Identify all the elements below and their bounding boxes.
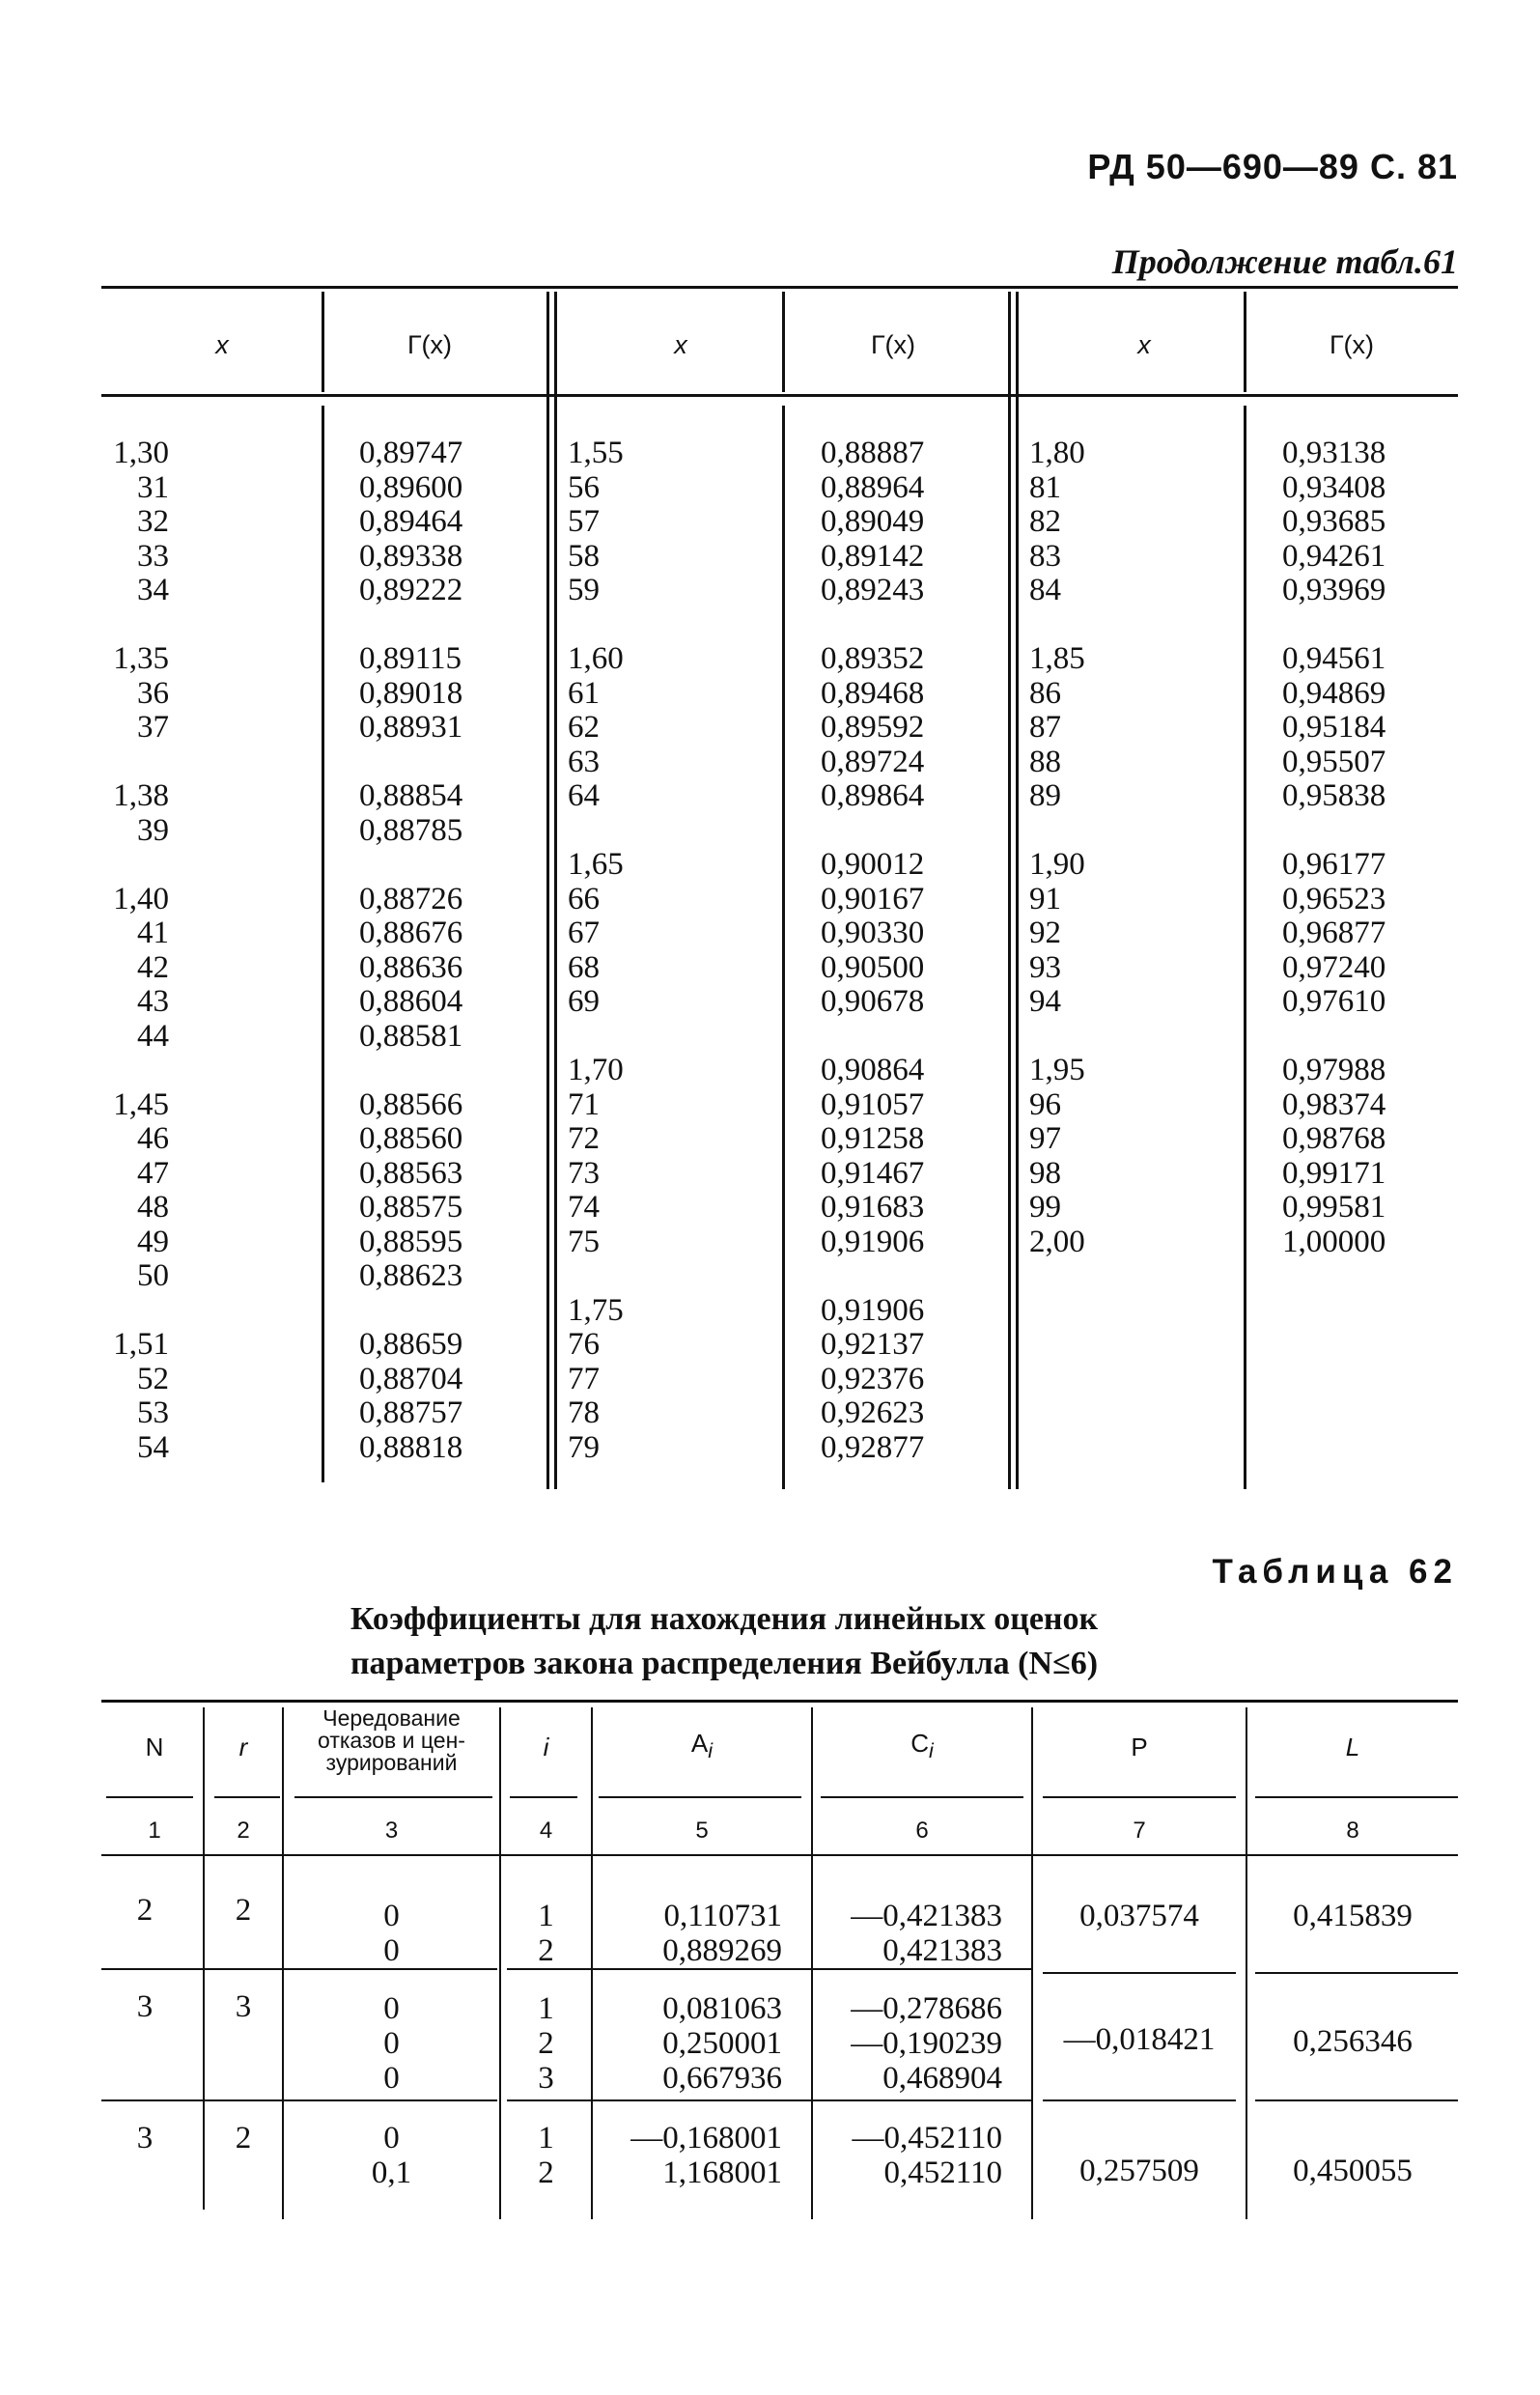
- cell-r: 2: [235, 1893, 252, 1928]
- header-gamma-3: Г(x): [1329, 330, 1375, 359]
- gamma-values-column-2: 0,88887 0,88964 0,89049 0,89142 0,89243 0,89352 0,89468 0,89592 0,89724 0,89864 0,90012 0,90167 0,90330 0,90500 0,90678 0,90864 0,91057 0,91258 0,91467 0,91683 0,91906 0,91906 0,92137 0,92376 0,92623 0,92877: [821, 436, 925, 1465]
- x-values-column-2: 1,55 56 57 58 59 1,60 61 62 63 64 1,65 66 67 68 69 1,70 71 72 73 74 75 1,75 76 77 78 79: [568, 436, 624, 1465]
- row-separator: [1255, 2099, 1458, 2101]
- header-rule: [510, 1796, 577, 1798]
- row-separator: [1043, 2099, 1236, 2101]
- continuation-label: Продолжение табл.61: [1111, 242, 1458, 281]
- header-rule: [1043, 1796, 1236, 1798]
- cell-r: 2: [235, 2121, 252, 2156]
- header-P: P: [1131, 1733, 1148, 1761]
- row-separator: [280, 1968, 497, 1970]
- table-62-caption-line-2: параметров закона распределения Вейбулла (N≤6): [350, 1646, 1099, 1681]
- cell-A: 0,081063 0,250001 0,667936: [662, 1991, 782, 2096]
- column-divider: [554, 292, 557, 1489]
- row-separator: [101, 1968, 280, 1970]
- cell-i: 1 2: [538, 2121, 554, 2190]
- header-rule: [214, 1796, 280, 1798]
- row-separator: [1043, 1972, 1236, 1974]
- column-divider: [322, 406, 324, 1482]
- header-rule: [821, 1796, 1023, 1798]
- cell-order: 0 0 0: [383, 1991, 400, 2096]
- cell-C: —0,278686 —0,190239 0,468904: [851, 1991, 1002, 2096]
- table-62-caption-line-1: Коэффициенты для нахождения линейных оценок: [350, 1601, 1099, 1637]
- cell-r: 3: [235, 1989, 252, 2024]
- header-gamma-1: Г(x): [406, 330, 453, 359]
- column-divider: [1008, 292, 1011, 1489]
- page-reference: РД 50—690—89 С. 81: [1087, 147, 1458, 186]
- header-C: $C_i$: [910, 1729, 934, 1763]
- column-divider: [1016, 292, 1019, 1489]
- cell-A: 0,110731 0,889269: [662, 1899, 782, 1968]
- cell-N: 3: [136, 1989, 154, 2024]
- col-number: 1: [148, 1817, 161, 1844]
- column-divider: [782, 406, 785, 1489]
- cell-L: 0,415839: [1293, 1899, 1413, 1933]
- header-rule: [106, 1796, 193, 1798]
- header-L: L: [1345, 1733, 1360, 1761]
- col-number: 2: [237, 1817, 250, 1844]
- row-separator: [507, 2099, 1033, 2101]
- column-divider: [322, 292, 324, 392]
- numbers-rule: [101, 1854, 1458, 1856]
- header-x-1: x: [215, 330, 229, 359]
- cell-P: 0,257509: [1079, 2154, 1199, 2188]
- cell-L: 0,450055: [1293, 2154, 1413, 2188]
- col-number: 5: [695, 1817, 709, 1844]
- row-separator: [507, 1968, 1033, 1970]
- column-divider: [782, 292, 785, 392]
- col-number: 8: [1346, 1817, 1359, 1844]
- cell-order: 0 0: [383, 1899, 400, 1968]
- column-divider: [1246, 1707, 1247, 2219]
- cell-C: —0,452110 0,452110: [852, 2121, 1002, 2190]
- row-separator: [101, 2099, 280, 2101]
- header-rule: [1255, 1796, 1458, 1798]
- row-separator: [280, 2099, 497, 2101]
- header-x-2: x: [674, 330, 687, 359]
- header-i: i: [543, 1733, 549, 1761]
- cell-P: —0,018421: [1063, 2022, 1216, 2057]
- header-rule: [294, 1796, 492, 1798]
- cell-order: 0 0,1: [371, 2121, 412, 2190]
- col-number: 6: [915, 1817, 929, 1844]
- header-r: r: [238, 1733, 248, 1761]
- header-gamma-2: Г(x): [870, 330, 916, 359]
- header-x-3: x: [1137, 330, 1151, 359]
- cell-A: —0,168001 1,168001: [630, 2121, 782, 2190]
- column-divider: [546, 292, 549, 1489]
- row-separator: [1255, 1972, 1458, 1974]
- column-divider: [1244, 406, 1246, 1489]
- cell-C: —0,421383 0,421383: [851, 1899, 1002, 1968]
- gamma-values-column-1: 0,89747 0,89600 0,89464 0,89338 0,89222 0,89115 0,89018 0,88931 0,88854 0,88785 0,88726 0,88676 0,88636 0,88604 0,88581 0,88566 0,88560 0,88563 0,88575 0,88595 0,88623 0,88659 0,88704 0,88757 0,88818: [359, 436, 463, 1465]
- cell-P: 0,037574: [1079, 1899, 1199, 1933]
- column-divider: [1244, 292, 1246, 392]
- col-number: 3: [384, 1817, 399, 1844]
- table-top-rule: [101, 1700, 1458, 1703]
- x-values-column-1: 1,30 31 32 33 34 1,35 36 37 1,38 39 1,40 41 42 43 44 1,45 46 47 48 49 50 1,51 52 53 54: [113, 436, 169, 1465]
- table-top-rule: [101, 286, 1458, 289]
- header-A: $A_i$: [690, 1729, 714, 1763]
- col-number: 4: [539, 1817, 553, 1844]
- x-values-column-3: 1,80 81 82 83 84 1,85 86 87 88 89 1,90 91 92 93 94 1,95 96 97 98 99 2,00: [1029, 436, 1085, 1259]
- table-header-rule: [101, 394, 1458, 397]
- cell-L: 0,256346: [1293, 2024, 1413, 2059]
- column-divider: [1031, 1707, 1033, 2219]
- header-order: Чередование отказов и цен- зурирований: [318, 1705, 465, 1775]
- table-62-title: Таблица 62: [1212, 1553, 1458, 1591]
- cell-N: 2: [136, 1893, 154, 1928]
- cell-i: 1 2: [538, 1899, 554, 1968]
- header-N: N: [145, 1733, 164, 1761]
- header-rule: [599, 1796, 801, 1798]
- gamma-values-column-3: 0,93138 0,93408 0,93685 0,94261 0,93969 0,94561 0,94869 0,95184 0,95507 0,95838 0,96177 0,96523 0,96877 0,97240 0,97610 0,97988 0,98374 0,98768 0,99171 0,99581 1,00000: [1282, 436, 1386, 1259]
- col-number: 7: [1133, 1817, 1146, 1844]
- cell-N: 3: [136, 2121, 154, 2156]
- cell-i: 1 2 3: [538, 1991, 554, 2096]
